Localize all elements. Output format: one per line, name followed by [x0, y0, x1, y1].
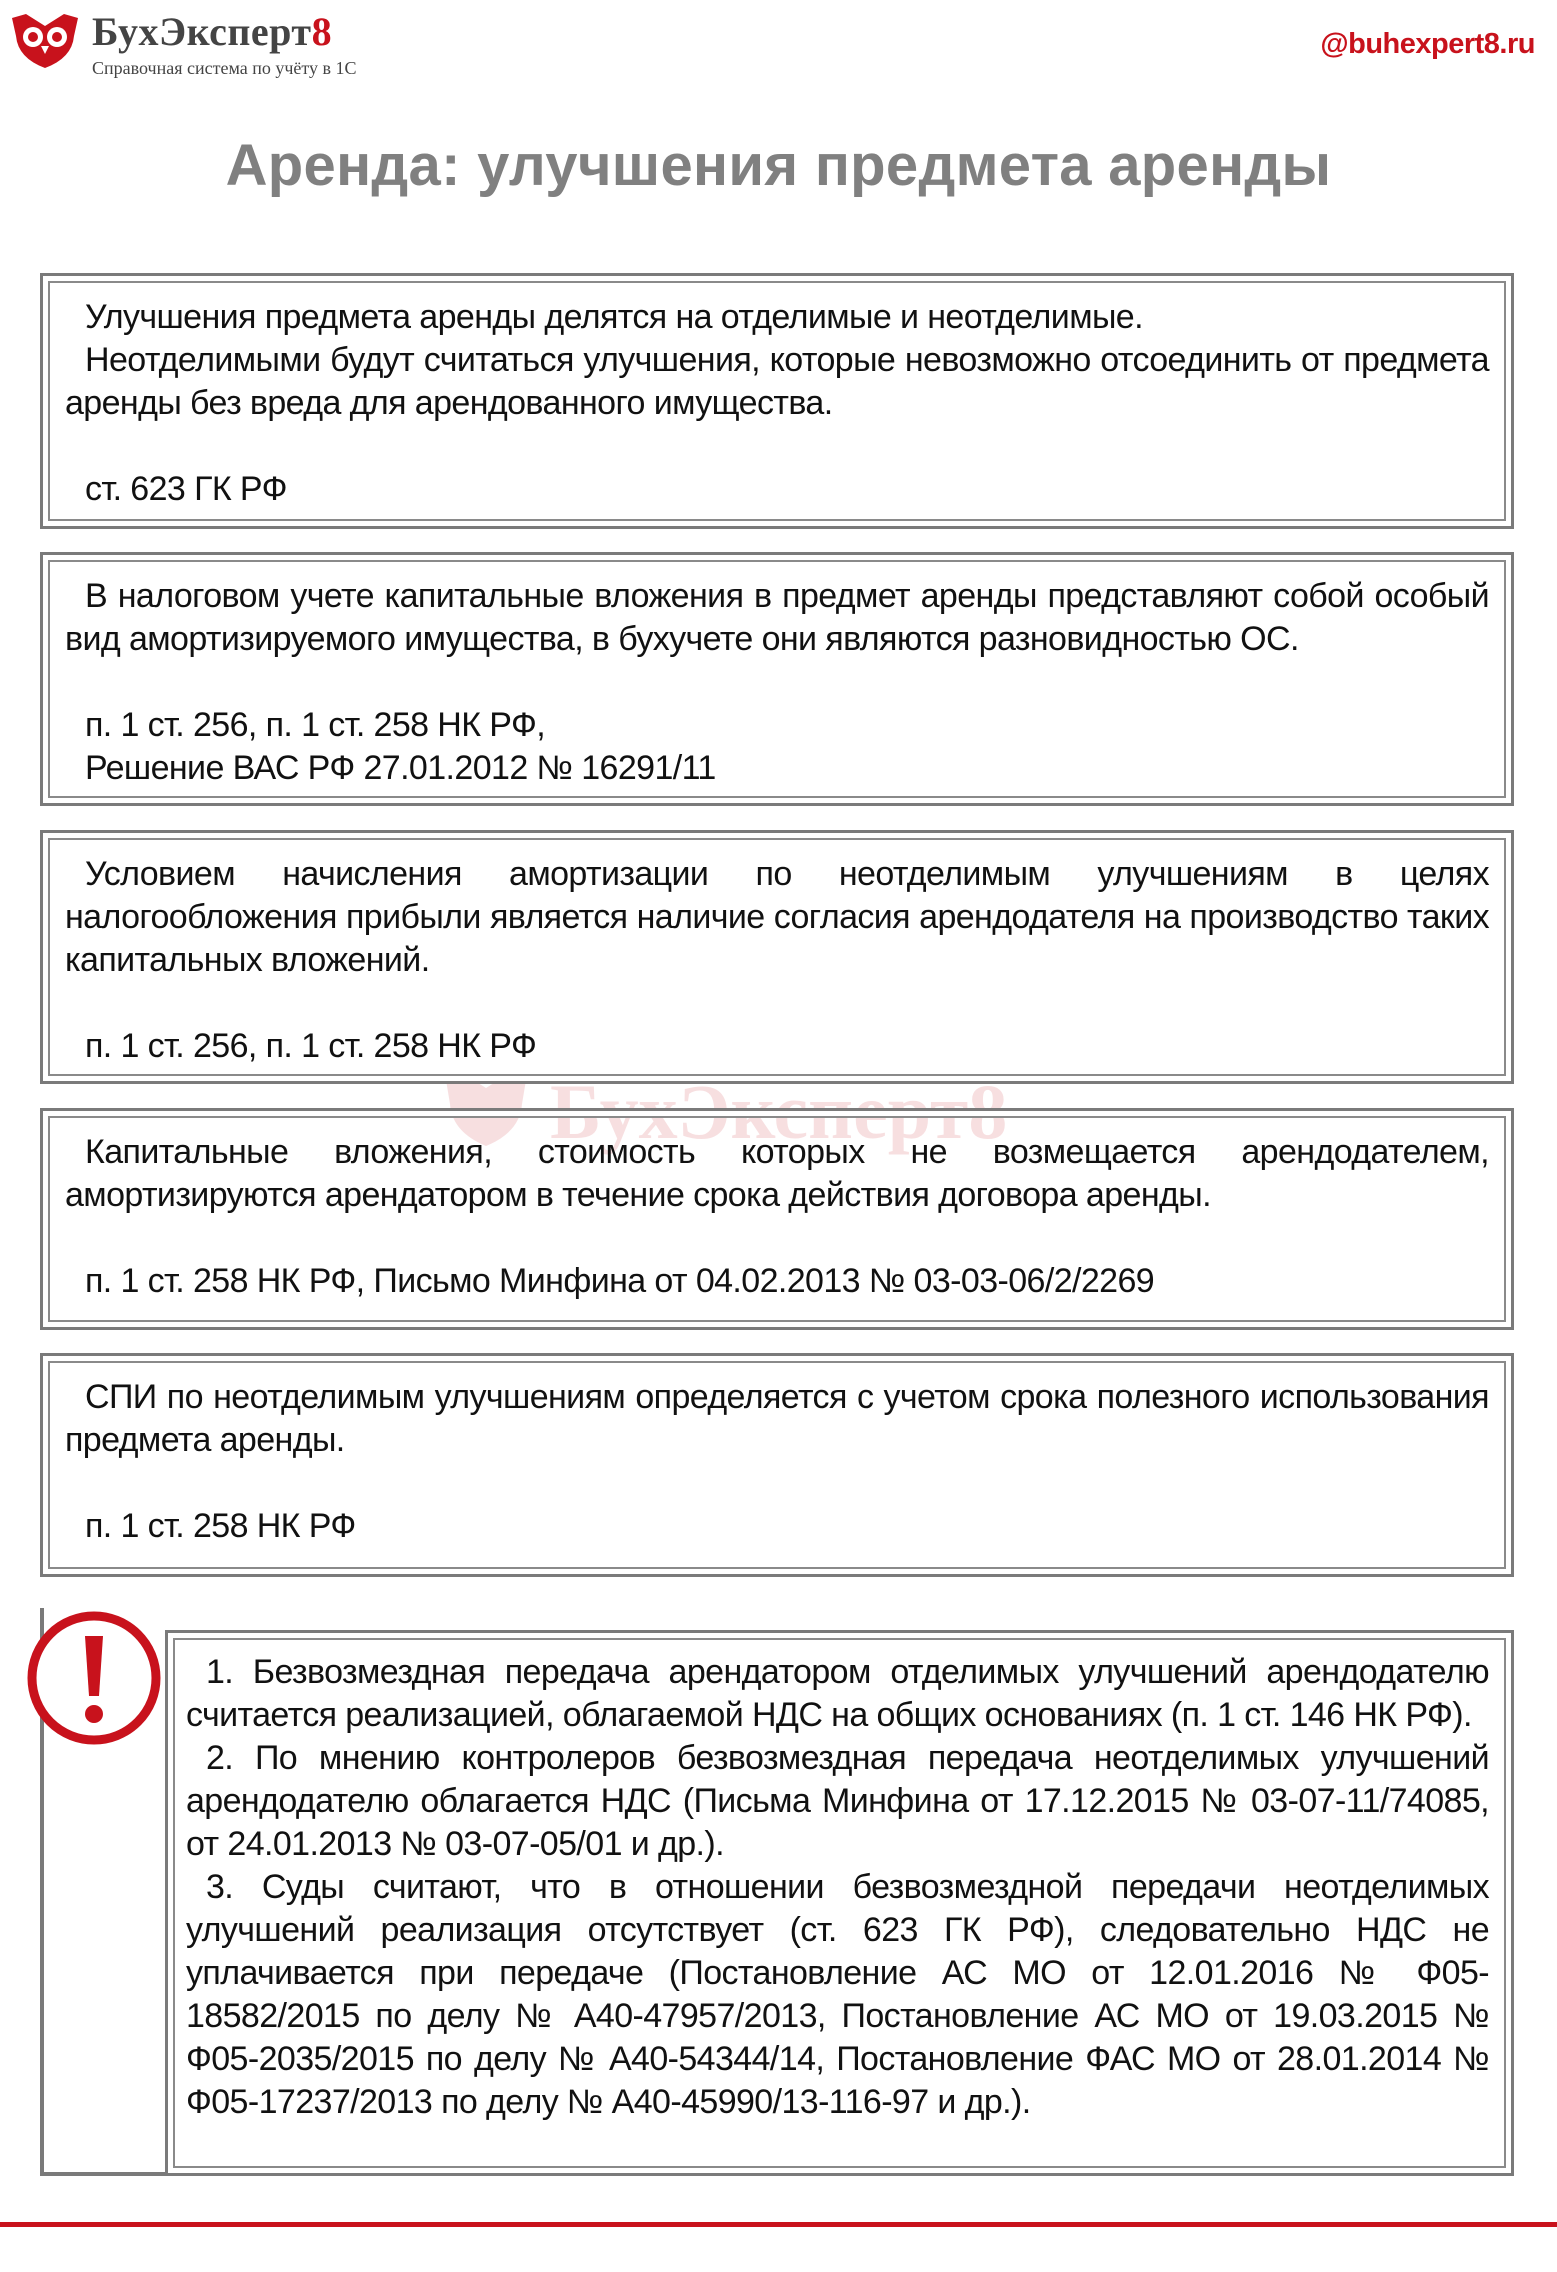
- box-text: Капитальные вложения, стоимость которых не возмещается арендодателем, амортизируются арендатором в течение срока действия договора аренды.: [65, 1133, 1489, 1214]
- box-text: СПИ по неотделимым улучшениям определяется с учетом срока полезного использования предмета аренды.: [65, 1378, 1489, 1459]
- legal-reference: п. 1 ст. 258 НК РФ, Письмо Минфина от 04.02.2013 № 03-03-06/2/2269: [85, 1262, 1155, 1300]
- page-title: Аренда: улучшения предмета аренды: [225, 133, 1332, 198]
- owl-logo-icon: [8, 12, 82, 70]
- site-link[interactable]: @buhexpert8.ru: [1320, 28, 1535, 60]
- info-box-1: [40, 273, 1514, 529]
- box-text: Неотделимыми будут считаться улучшения, которые невозможно отсоединить от предмета аренды без вреда для арендованного имущества.: [65, 341, 1489, 422]
- warning-item: 3. Суды считают, что в отношении безвозмездной передачи неотделимых улучшений реализация отсутствует (ст. 623 ГК РФ), следовательно НДС не уплачивается при передаче (Постановление АС МО от 12.01.2016 № Ф05-18582/2015 по делу № А40-47957/2013, Постановление АС МО от 19.03.2015 № Ф05-2035/2015 по делу № А40-54344/14, Постановление ФАС МО от 28.01.2014 № Ф05-17237/2013 по делу № А40-45990/13-116-97 и др.).: [186, 1868, 1489, 2121]
- legal-reference: п. 1 ст. 256, п. 1 ст. 258 НК РФ: [85, 1027, 537, 1065]
- brand-name: БухЭксперт8: [92, 9, 333, 54]
- info-box-4: [40, 1108, 1514, 1330]
- info-box-5: [40, 1353, 1514, 1577]
- footer-divider: [0, 2222, 1557, 2227]
- svg-text:БухЭксперт8: БухЭксперт8: [550, 1068, 1008, 1155]
- info-box-3: [40, 830, 1514, 1084]
- brand-subtitle: Справочная система по учёту в 1С: [92, 58, 357, 78]
- info-box-2: [40, 552, 1514, 806]
- warning-item: 2. По мнению контролеров безвозмездная передача неотделимых улучшений арендодателю облагается НДС (Письма Минфина от 17.12.2015 № 03-07-11/74085, от 24.01.2013 № 03-07-05/01 и др.).: [186, 1739, 1489, 1863]
- legal-reference: п. 1 ст. 258 НК РФ: [85, 1507, 356, 1545]
- box-text: В налоговом учете капитальные вложения в предмет аренды представляют собой особый вид амортизируемого имущества, в бухучете они являются разновидностью ОС.: [65, 577, 1489, 658]
- box-text: Условием начисления амортизации по неотделимым улучшениям в целях налогообложения прибыли является наличие согласия арендодателя на производство таких капитальных вложений.: [65, 855, 1489, 979]
- warning-box: [165, 1630, 1514, 2176]
- warning-item: 1. Безвозмездная передача арендатором отделимых улучшений арендодателю считается реализацией, облагаемой НДС на общих основаниях (п. 1 ст. 146 НК РФ).: [186, 1653, 1489, 1734]
- legal-reference: Решение ВАС РФ 27.01.2012 № 16291/11: [85, 749, 716, 787]
- box-text: Улучшения предмета аренды делятся на отделимые и неотделимые.: [85, 298, 1143, 336]
- brand-logo[interactable]: [8, 9, 357, 79]
- legal-reference: п. 1 ст. 256, п. 1 ст. 258 НК РФ,: [85, 706, 546, 744]
- legal-reference: ст. 623 ГК РФ: [85, 470, 287, 508]
- exclamation-circle-icon: [26, 1610, 162, 1746]
